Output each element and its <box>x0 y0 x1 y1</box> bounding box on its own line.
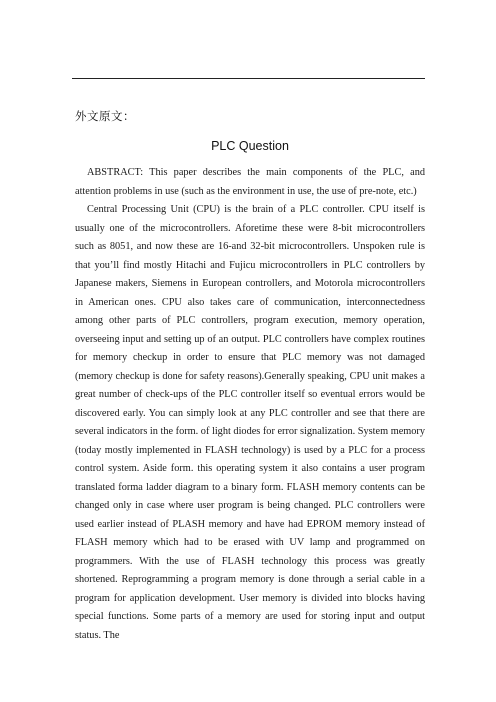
body-paragraph: Central Processing Unit (CPU) is the brain of a PLC controller. CPU itself is usually one of the microcontrollers. Aforetime these were 8-bit microcontrollers such as 8051, and now these are 16-and 32-bit microcontrollers. Unspoken rule is that you’ll find mostly Hitachi and Fujicu microcontrollers in PLC controllers by Japanese makers, Siemens in European controllers, and Motorola microcontrollers in American ones. CPU also takes care of communication, interconnectedness among other parts of PLC controllers, program execution, memory operation, overseeing input and setting up of an output. PLC controllers have complex routines for memory checkup in order to ensure that PLC memory was not damaged (memory checkup is done for safety reasons).Generally speaking, CPU unit makes a great number of check-ups of the PLC controller itself so eventual errors would be discovered early. You can simply look at any PLC controller and see that there are several indicators in the form. of light diodes for error signalization. System memory (today mostly implemented in FLASH technology) is used by a PLC for a process control system. Aside form. this operating system it also contains a user program translated forma ladder diagram to a binary form. FLASH memory contents can be changed only in case where user program is being changed. PLC controllers were used earlier instead of PLASH memory and have had EPROM memory instead of FLASH memory which had to be erased with UV lamp and programmed on programmers. With the use of FLASH technology this process was greatly shortened. Reprogramming a program memory is done through a serial cable in a program for application development. User memory is divided into blocks having special functions. Some parts of a memory are used for storing input and output status. The <box>75 204 426 641</box>
document-title: PLC Question <box>211 139 289 153</box>
abstract-paragraph: ABSTRACT: This paper describes the main components of the PLC, and attention problems in use (such as the environment in use, the use of pre-note, etc.) <box>75 167 425 197</box>
section-label: 外文原文： <box>75 109 135 123</box>
header-rule <box>72 78 425 79</box>
body-text <box>75 164 425 645</box>
